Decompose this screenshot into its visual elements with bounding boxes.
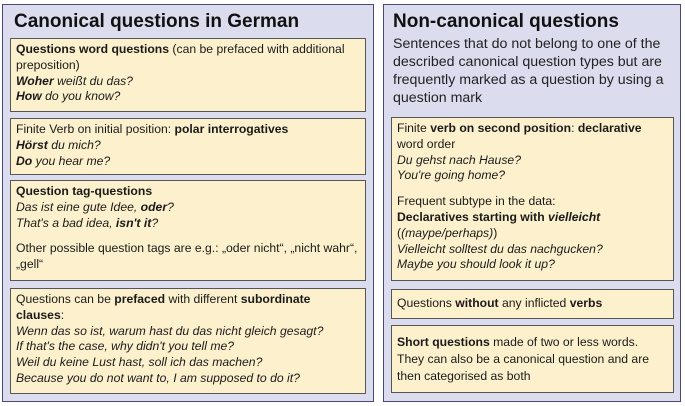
example-text: Weil du keine Lust hast, soll ich das machen? (16, 355, 263, 370)
example-keyword: Do (16, 153, 33, 168)
subtype-gloss: (maype/perhaps) (401, 225, 494, 240)
subtype-heading: Declaratives starting with (397, 209, 549, 224)
prefaced-questions-box (10, 288, 366, 394)
box-heading-term: prefaced (114, 292, 166, 306)
example-text: If that's the case, why didn't you tell me? (16, 339, 235, 354)
box-heading-text: : (571, 121, 578, 135)
box-heading-punctuation: : (60, 307, 65, 322)
example-punctuation: ? (151, 215, 159, 230)
box-text: made of two or less words. They can also be a canonical question and are then categorised as both (397, 335, 650, 383)
example-punctuation: ? (167, 199, 174, 214)
box-heading-term: declarative (577, 121, 642, 135)
example-keyword: oder (140, 199, 168, 214)
box-text: any inflicted (498, 296, 570, 310)
subtype-keyword: vielleicht (548, 209, 601, 224)
box-heading-term: subordinate clauses (16, 292, 311, 322)
box-heading: Questions word questions (16, 42, 170, 56)
box-heading: Finite Verb on initial position: (16, 122, 175, 136)
box-term: Short questions (397, 335, 490, 349)
box-heading-note: (can be prefaced with additional preposition) (16, 42, 345, 72)
example-text: Maybe you should look it up? (397, 257, 555, 272)
box-heading: Finite (397, 121, 431, 135)
box-term: without (455, 296, 499, 310)
example-text: weißt du das? (53, 73, 133, 88)
panel-title-text: Non-canonical questions (393, 11, 619, 32)
subtype-intro: Frequent subtype in the data: (397, 194, 556, 209)
example-keyword: Woher (16, 73, 54, 88)
short-questions-box (391, 325, 674, 393)
box-heading-text: with different (165, 292, 241, 306)
example-keyword: Hörst (16, 137, 48, 152)
box-heading-term: verb on second position (430, 121, 572, 135)
example-text: do you know? (41, 89, 121, 104)
example-text: That's a bad idea, (16, 215, 116, 230)
non-canonical-questions-panel (383, 4, 681, 402)
panel-title (393, 11, 619, 33)
example-text: Wenn das so ist, warum hast du das nicht gleich gesagt? (16, 323, 324, 338)
example-text: Du gehst nach Hause? (397, 152, 521, 167)
canonical-questions-panel (2, 4, 374, 402)
example-text: you hear me? (32, 153, 111, 168)
question-tag-questions-box (10, 180, 366, 281)
box-heading-text: word order (397, 136, 456, 151)
polar-interrogatives-box (10, 118, 366, 175)
verbless-questions-box (391, 289, 674, 319)
box-heading: Questions can be (16, 292, 115, 306)
example-text: du mich? (47, 137, 101, 152)
panel-description: Sentences that do not belong to one of the described canonical question types but are frequently marked as a question by using a question mark (393, 36, 664, 106)
box-heading-term: polar interrogatives (174, 122, 289, 136)
example-keyword: isn't it (115, 215, 152, 230)
question-tags-note: Other possible question tags are e.g.: „oder nicht“, „nicht wahr“, „gell“ (16, 241, 358, 272)
box-term: verbs (569, 296, 603, 310)
panel-title: Canonical questions in German (14, 11, 300, 32)
example-text: Vielleicht solltest du das nachgucken? (397, 241, 603, 256)
box-text: Questions (397, 296, 456, 310)
declarative-word-order-box: Finite verb on second position: declarative word order Du gehst nach Hause? You're going home? Frequent subtype in the data: Declaratives starting with vielleicht ((maype/perhaps)) Vielleicht solltest du das nachgucken? Maybe you should look it up? (391, 117, 674, 281)
box-heading: Question tag-questions (16, 184, 153, 198)
example-text: You're going home? (397, 168, 506, 183)
question-word-questions-box (10, 38, 366, 112)
example-text: Das ist eine gute Idee, (16, 199, 141, 214)
example-keyword: How (16, 89, 42, 104)
example-text: Because you do not want to, I am supposed to do it? (16, 370, 300, 385)
